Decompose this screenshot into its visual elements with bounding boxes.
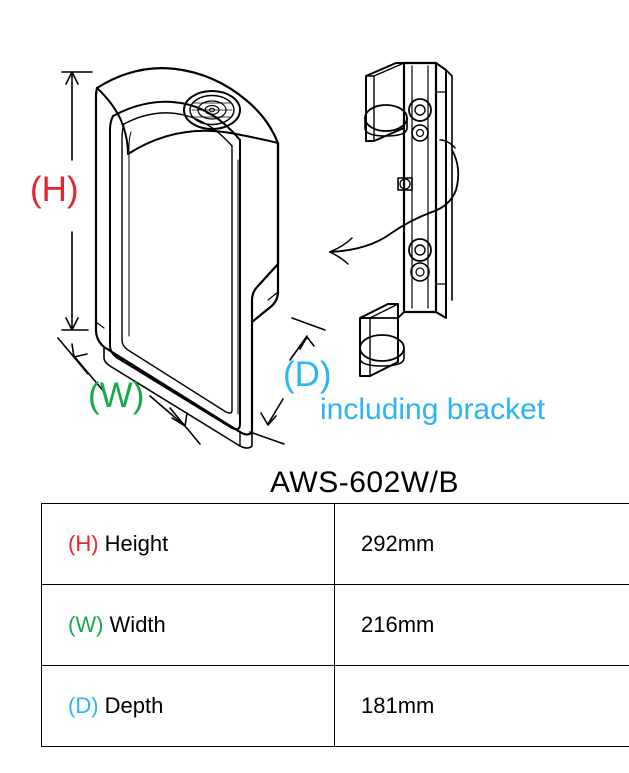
row-name-depth: Depth: [104, 693, 164, 718]
row-label-depth: [42, 666, 335, 747]
row-label-height: [42, 504, 335, 585]
width-dimension-label: (W): [88, 376, 145, 415]
row-tag-height: (H): [68, 531, 99, 556]
row-value-height: 292mm: [335, 504, 629, 585]
row-name-width: Width: [109, 612, 166, 637]
row-tag-width: (W): [68, 612, 104, 637]
height-dimension-label: (H): [30, 170, 79, 209]
row-name-height: Height: [104, 531, 169, 556]
depth-dimension-label: (D): [283, 355, 332, 394]
dimension-spec-table: [41, 503, 629, 747]
model-title: AWS-602W/B: [270, 466, 459, 499]
row-value-width: 216mm: [335, 585, 629, 666]
row-value-depth: 181mm: [335, 666, 629, 747]
table-row: [42, 666, 629, 747]
bracket-note-label: including bracket: [320, 393, 546, 426]
table-row: [42, 504, 629, 585]
row-tag-depth: (D): [68, 693, 99, 718]
row-label-width: [42, 585, 335, 666]
table-row: [42, 585, 629, 666]
